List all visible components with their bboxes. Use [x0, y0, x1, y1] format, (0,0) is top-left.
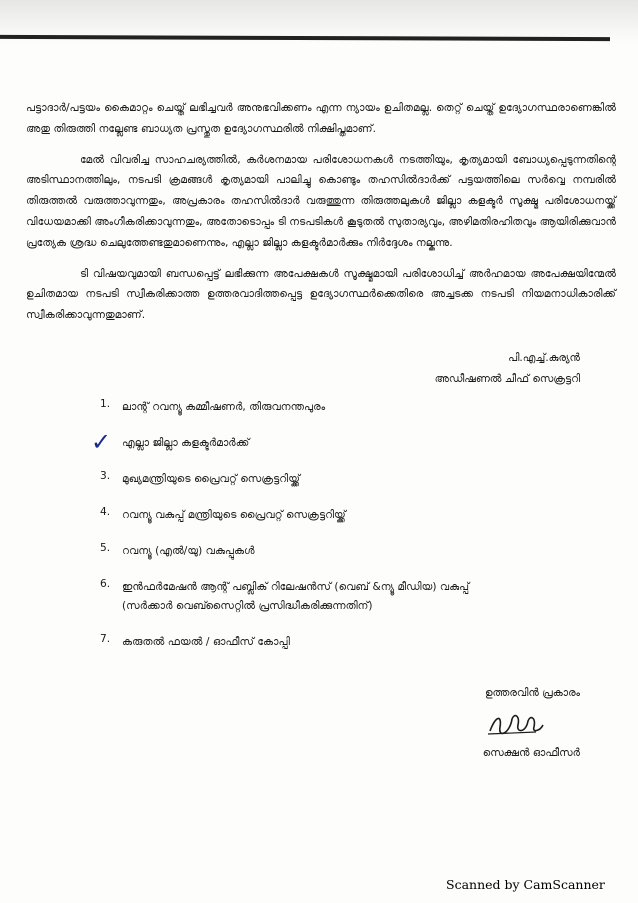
- by-order-label: ഉത്തരവിൻ പ്രകാരം: [484, 687, 580, 699]
- scan-shadow-bar: [0, 35, 610, 41]
- paragraph-2: മേൽ വിവരിച്ച സാഹചര്യത്തിൽ, കർശനമായ പരിശോധനകൾ നടത്തിയും, കൃത്യമായി ബോധ്യപ്പെടുന്നതിന്റെ അടിസ്ഥാനത്തിലും, നടപടി ക്രമങ്ങൾ കൃത്യമായി പാലിച്ചു കൊണ്ടും തഹസിൽദാർക്ക് പട്ടയത്തിലെ സർവ്വെ നമ്പരിൽ തിരുത്തൽ വരുത്താവുന്നതും, അപ്രകാരം തഹസിൽദാർ വരുത്തുന്ന തിരുത്തലുകൾ ജില്ലാ കളക്ടർ സൂക്ഷ്മ പരിശോധനയ്ക്ക് വിധേയമാക്കി അംഗീകരിക്കാവുന്നതും, അതോടൊപ്പം ടി നടപടികൾ കൂടുതൽ സുതാര്യവും, അഴിമതിരഹിതവും ആയിരിക്കുവാൻ പ്രത്യേക ശ്രദ്ധ ചെലുത്തേണ്ടതുമാണെന്നും, എല്ലാ ജില്ലാ കളക്ടർമാർക്കും നിർദ്ദേശം നല്കുന്നു.: [26, 153, 616, 249]
- scan-top-edge: [0, 0, 638, 44]
- list-item: 7. കരുതൽ ഫയൽ / ഓഫീസ് കോപ്പി: [100, 633, 290, 648]
- list-item: 5. റവന്യൂ (എൽ/യു) വകുപ്പുകൾ: [100, 542, 255, 557]
- list-item: 6. ഇൻഫർമേഷൻ ആന്റ് പബ്ലിക് റിലേഷൻസ് (വെബ് &ന്യൂ മീഡിയ) വകുപ്പ് (സർക്കാർ വെബ്സൈറ്റിൽ പ്രസിദ്ധീകരിക്കുന്നതിന്): [100, 578, 470, 612]
- document-body: [26, 98, 616, 326]
- signatory-name: പി.എച്ച്.കുര്യൻ: [508, 352, 580, 364]
- copy-to-list: [91, 398, 570, 669]
- handwritten-signature: [486, 711, 546, 737]
- list-item: 1. ലാന്റ് റവന്യൂ കമ്മീഷണർ, തിരുവനന്തപുരം: [100, 398, 326, 413]
- tick-mark-icon: ✓: [91, 428, 112, 456]
- signatory-designation: അഡീഷണൽ ചീഫ് സെക്രട്ടറി: [434, 373, 580, 385]
- scanner-watermark: Scanned by CamScanner: [446, 877, 605, 892]
- paragraph-1: പട്ടാദാർ/പട്ടയം കൈമാറ്റം ചെയ്ത് ലഭിച്ചവർ അനുഭവിക്കണം എന്ന ന്യായം ഉചിതമല്ല. തെറ്റ് ചെയ്ത് ഉദ്യോഗസ്ഥരാണെങ്കിൽ അതു തിരുത്തി നല്ലേണ്ട ബാധ്യത പ്രസ്തുത ഉദ്യോഗസ്ഥരിൽ നിക്ഷിപ്തമാണ്.: [26, 102, 616, 135]
- paragraph-3: ടി വിഷയവുമായി ബന്ധപ്പെട്ട് ലഭിക്കുന്ന അപേക്ഷകൾ സൂക്ഷ്മമായി പരിശോധിച്ച് അർഹമായ അപേക്ഷയിന്മേൽ ഉചിതമായ നടപടി സ്വീകരിക്കാത്ത ഉത്തരവാദിത്തപ്പെട്ട ഉദ്യോഗസ്ഥർക്കെതിരെ അച്ചടക്ക നടപടി നിയമനാധികാരിക്ക് സ്വീകരിക്കാവുന്നതുമാണ്.: [26, 267, 616, 322]
- list-item: 3. മുഖ്യമന്ത്രിയുടെ പ്രൈവറ്റ് സെക്രട്ടറിയ്ക്ക്: [100, 470, 300, 485]
- list-item: ✓ എല്ലാ ജില്ലാ കളക്ടർമാർക്ക്: [91, 428, 250, 456]
- list-item: 4. റവന്യൂ വകുപ്പ് മന്ത്രിയുടെ പ്രൈവറ്റ് സെക്രട്ടറിയ്ക്ക്: [100, 506, 346, 521]
- section-officer-label: സെക്ഷൻ ഓഫീസർ: [482, 747, 580, 759]
